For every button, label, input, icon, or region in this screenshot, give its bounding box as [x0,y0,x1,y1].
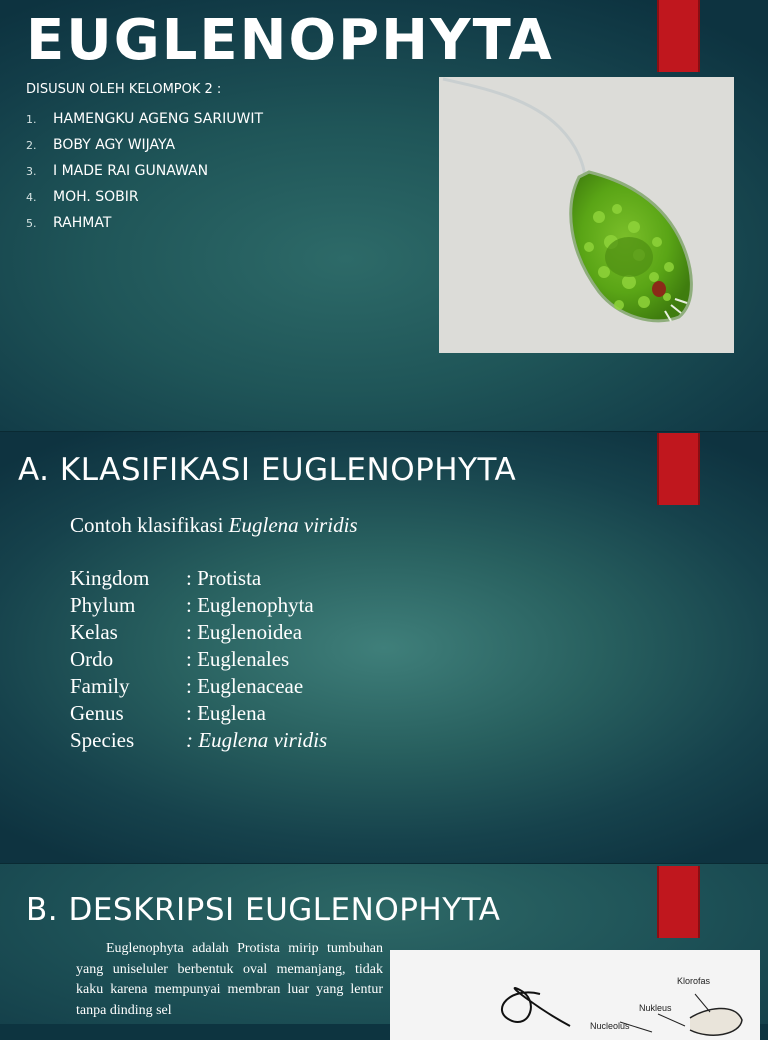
accent-bar [657,0,700,72]
rank-value: : Protista [186,566,262,590]
rank-value: : Euglenales [186,647,290,671]
section-heading: B. DESKRIPSI EUGLENOPHYTA [26,892,501,928]
member-name: I MADE RAI GUNAWAN [53,163,209,179]
list-item [70,619,327,646]
member-name: HAMENGKU AGENG SARIUWIT [53,111,263,127]
intro-text: Contoh klasifikasi [70,513,229,537]
rank-value: : Euglenoidea [186,620,303,644]
rank-value: : Euglena viridis [186,728,328,752]
rank-label: Ordo [70,647,114,671]
list-number: 4. [26,190,37,204]
rank-label: Species [70,728,135,752]
member-name: BOBY AGY WIJAYA [53,137,176,153]
description-paragraph: Euglenophyta adalah Protista mirip tumbuhan yang uniseluler berbentuk oval memanjang, tidak kaku karena mempunyai membran luar yang lentur tanpa dinding sel [76,941,383,1018]
rank-value: : Euglena [186,701,266,725]
rank-value: : Euglenophyta [186,593,314,617]
rank-value: : Euglenaceae [186,674,304,698]
label-klorofil: Klorofas [677,976,711,986]
rank-label: Kingdom [70,566,150,590]
list-item [70,700,327,727]
euglena-micrograph-icon [439,77,734,353]
euglena-photo [439,77,734,353]
list-item [70,565,327,592]
list-item [26,210,263,236]
list-item [26,106,263,132]
list-item [70,727,327,754]
list-item [70,673,327,700]
rank-label: Phylum [70,593,136,617]
label-nukleus: Nukleus [639,1003,672,1013]
list-item [26,184,263,210]
label-nucleolus: Nucleolus [590,1021,630,1031]
rank-label: Genus [70,701,124,725]
member-list [26,106,263,236]
euglena-diagram [390,950,760,1040]
section-heading: A. KLASIFIKASI EUGLENOPHYTA [18,452,517,488]
list-number: 5. [26,216,37,230]
list-item [26,132,263,158]
list-item [26,158,263,184]
accent-bar [657,866,700,938]
intro-line [70,513,358,538]
taxonomy-list [70,565,327,754]
member-name: RAHMAT [53,215,112,231]
page-title: EUGLENOPHYTA [26,8,554,73]
slide-title [0,0,768,432]
rank-label: Family [70,674,130,698]
slide-classification [0,432,768,864]
list-number: 3. [26,164,37,178]
list-number: 2. [26,138,37,152]
intro-species: Euglena viridis [228,513,358,537]
list-item [70,592,327,619]
list-number: 1. [26,112,37,126]
euglena-diagram-icon [390,950,760,1040]
rank-label: Kelas [70,620,118,644]
byline: DISUSUN OLEH KELOMPOK 2 : [26,82,222,97]
slide-description [0,864,768,1031]
accent-bar [657,433,700,505]
member-name: MOH. SOBIR [53,189,139,205]
list-item [70,646,327,673]
